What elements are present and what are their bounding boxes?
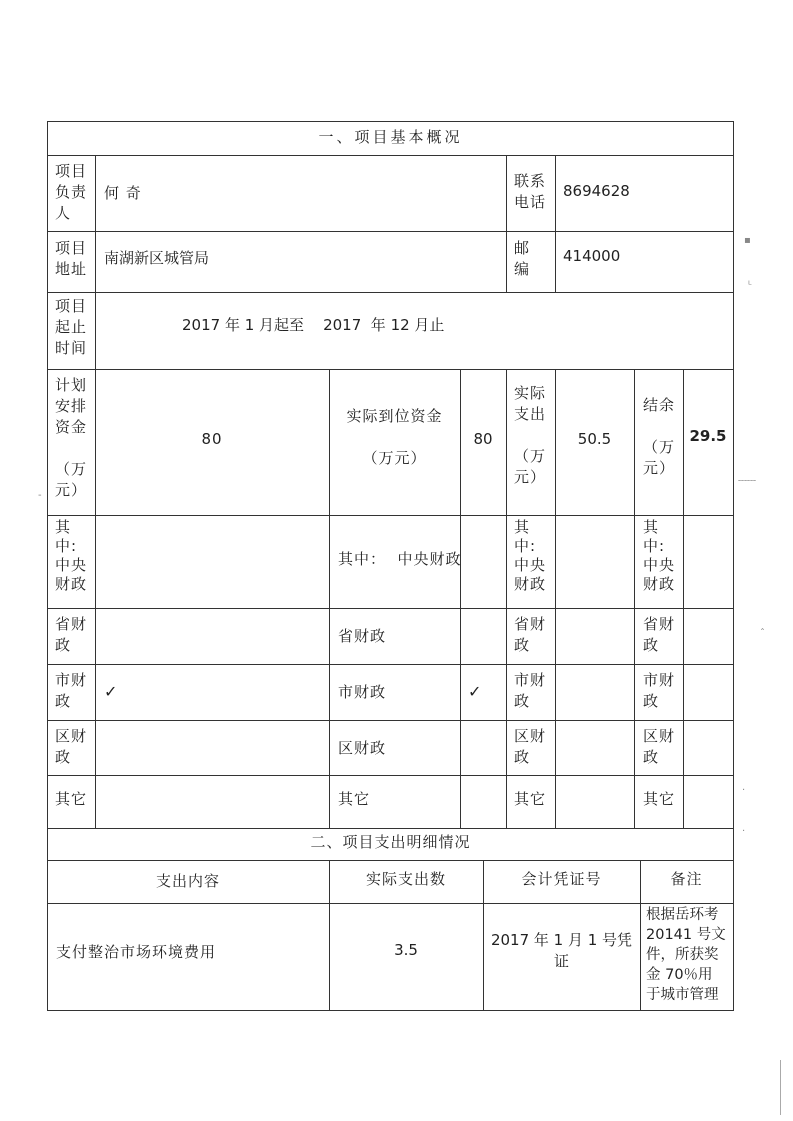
district-spent-label: 区财 政: [514, 727, 547, 766]
header-voucher: 会计凭证号: [521, 870, 602, 888]
postcode-label: 邮 编: [514, 239, 531, 278]
received-funds-label: 实际到位资金 （万元）: [346, 407, 443, 467]
city-spent-label: 市财 政: [514, 671, 547, 710]
balance-value: 29.5: [689, 427, 727, 445]
scan-speck: ᴸ: [748, 280, 752, 291]
balance-label: 结余 （万 元）: [643, 396, 676, 477]
scan-speck: -: [38, 490, 42, 501]
province-spent-label: 省财 政: [514, 615, 547, 654]
city-balance-label: 市财 政: [643, 671, 676, 710]
other-label: 其它: [55, 790, 88, 808]
section2-title: 二、项目支出明细情况: [310, 833, 471, 851]
district-balance-label: 区财 政: [643, 727, 676, 766]
district-label: 区财 政: [55, 727, 88, 766]
header-amount: 实际支出数: [365, 870, 446, 888]
central-spent-label: 其 中: 中央 财政: [514, 518, 547, 593]
expense-content: 支付整治市场环境费用: [56, 943, 217, 961]
address-label: 项目 地址: [55, 239, 88, 278]
leader-value: 何 奇: [104, 184, 142, 202]
city-label: 市财 政: [55, 671, 88, 710]
province-balance-label: 省财 政: [643, 615, 676, 654]
header-note: 备注: [670, 870, 703, 888]
scan-edge-line: [780, 1060, 781, 1115]
central-label: 其 中: 中央 财政: [55, 518, 88, 593]
period-value: 2017 年 1 月起至 2017 年 12 月止: [182, 316, 445, 334]
header-content: 支出内容: [155, 872, 220, 890]
planned-funds-value: 80: [201, 430, 223, 448]
city-received-check: ✓: [468, 682, 483, 701]
scan-speck: ┄┄┄: [738, 476, 757, 487]
period-label: 项目 起止 时间: [55, 297, 88, 357]
province-mid-label: 省财政: [338, 627, 387, 645]
expense-voucher: 2017 年 1 月 1 号凭 证: [490, 931, 633, 970]
other-balance-label: 其它: [643, 790, 676, 808]
other-spent-label: 其它: [514, 790, 547, 808]
scan-speck: ·: [742, 785, 746, 796]
district-mid-label: 区财政: [338, 739, 387, 757]
phone-value: 8694628: [563, 182, 630, 200]
city-mid-label: 市财政: [338, 683, 387, 701]
province-label: 省财 政: [55, 615, 88, 654]
scan-speck: ·: [742, 826, 746, 837]
postcode-value: 414000: [563, 247, 621, 265]
other-mid-label: 其它: [338, 790, 371, 808]
scan-speck: ▪: [744, 235, 751, 246]
expense-note: 根据岳环考 20141 号文 件，所获奖 金 70％用 于城市管理: [646, 907, 726, 1003]
address-value: 南湖新区城管局: [104, 249, 210, 267]
planned-funds-label: 计划 安排 资金 （万 元）: [55, 376, 88, 499]
central-balance-label: 其 中: 中央 财政: [643, 518, 676, 593]
central-mid-label: 其中： 中央财政: [338, 550, 462, 568]
city-planned-check: ✓: [104, 682, 119, 701]
scan-speck: ˆ: [760, 628, 765, 639]
section1-title: 一、项目基本概况: [318, 128, 463, 146]
received-funds-value: 80: [473, 430, 493, 448]
expense-amount: 3.5: [394, 941, 418, 959]
leader-label: 项目 负责 人: [55, 162, 88, 222]
phone-label: 联系 电话: [514, 172, 547, 211]
spent-label: 实际 支出 （万 元）: [514, 384, 547, 486]
spent-value: 50.5: [577, 430, 612, 448]
